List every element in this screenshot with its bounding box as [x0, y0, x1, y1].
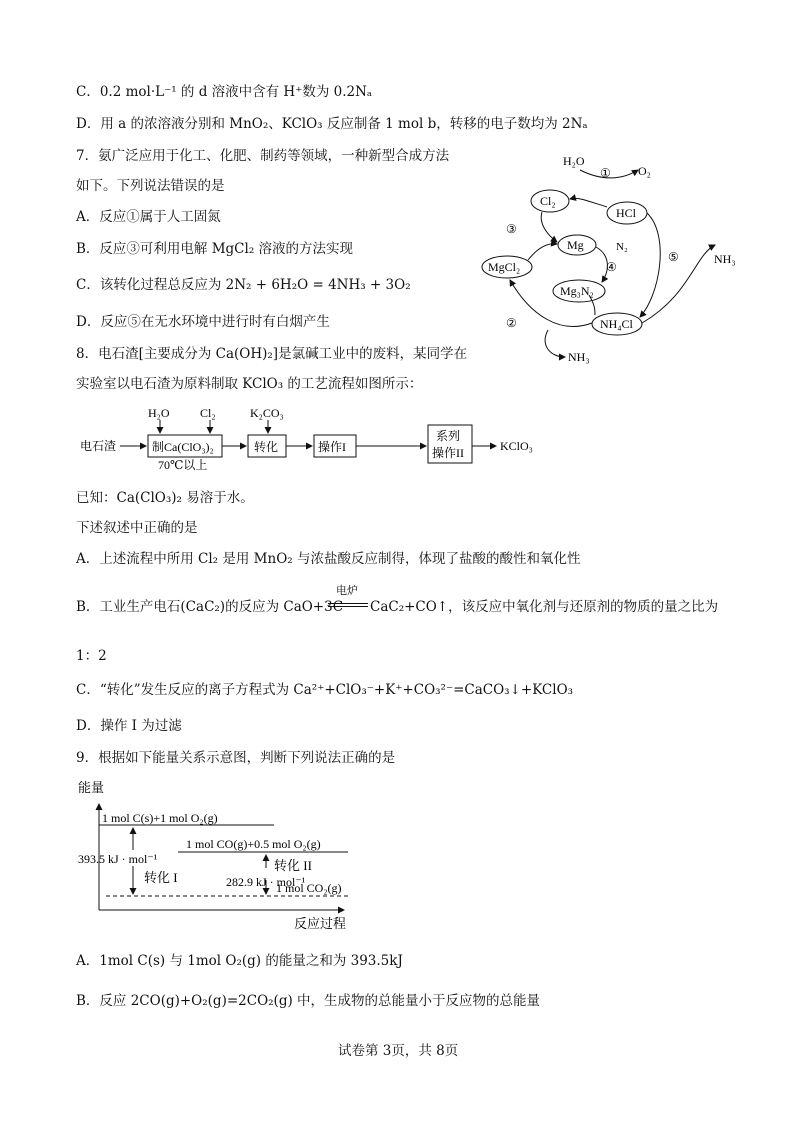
q7-option-d: D．反应⑤在无水环境中进行时有白烟产生: [76, 314, 330, 330]
mg3n2-label: Mg₃N₂: [560, 284, 594, 298]
q7-stem-line1: 7．氨广泛应用于化工、化肥、制药等领域，一种新型合成方法: [76, 148, 450, 164]
page-footer: 试卷第 3页，共 8页: [338, 1043, 459, 1059]
n2-label: N₂: [616, 241, 628, 253]
step3-label: ③: [506, 222, 517, 236]
mg-label: Mg: [567, 238, 584, 252]
level-2-label: 1 mol CO(g)+0.5 mol O₂(g): [186, 837, 321, 851]
q8-option-b-reaction-line-2: [328, 606, 368, 607]
q6-option-d: D．用 a 的浓溶液分别和 MnO₂、KClO₃ 反应制备 1 mol b，转移的电子数均为 2Nₐ: [76, 116, 588, 132]
q8-option-b-pre: B．工业生产电石(CaC₂)的反应为 CaO+3C: [76, 599, 344, 615]
q8-option-b-ratio: 1：2: [76, 648, 107, 664]
flow-input-h2o: H₂O: [148, 406, 170, 420]
step4-label: ④: [606, 260, 617, 274]
flow-condition: 70℃以上: [158, 458, 208, 472]
energy-1-label: 393.5 kJ · mol⁻¹: [78, 852, 158, 866]
q8-option-d: D．操作 I 为过滤: [76, 718, 182, 734]
flow-box-3-label: 操作I: [318, 440, 346, 454]
x-axis-label: 反应过程: [294, 916, 347, 931]
level-3-label: 1 mol CO₂(g): [276, 881, 342, 895]
nh3-bottom-label: NH₃: [568, 350, 590, 364]
hcl-label: HCl: [616, 206, 637, 220]
y-axis-label: 能量: [78, 780, 105, 795]
energy-2-label: 282.9 kJ · mol⁻¹: [226, 875, 306, 889]
q8-flow-chart: [76, 405, 576, 475]
conversion-2-label: 转化 II: [274, 858, 312, 873]
flow-box-2-label: 转化: [254, 440, 279, 454]
q8-option-b-condition: 电炉: [336, 584, 358, 597]
q9-stem: 9．根据如下能量关系示意图，判断下列说法正确的是: [76, 750, 396, 766]
q7-option-b: B．反应③可利用电解 MgCl₂ 溶液的方法实现: [76, 241, 354, 257]
q8-stem-line1: 8．电石渣[主要成分为 Ca(OH)₂]是氯碱工业中的废料，某同学在: [76, 346, 468, 362]
h2o-label: H₂O: [563, 154, 585, 168]
q7-cycle-diagram: [470, 145, 780, 375]
q9-option-b: B．反应 2CO(g)+O₂(g)=2CO₂(g) 中，生成物的总能量小于反应物的总能量: [76, 993, 541, 1009]
flow-start: 电石渣: [80, 439, 117, 453]
q8-known: 已知：Ca(ClO₃)₂ 易溶于水。: [76, 490, 254, 506]
q7-option-a: A．反应①属于人工固氮: [76, 209, 221, 225]
flow-input-cl2: Cl₂: [200, 406, 216, 420]
mgcl2-label: MgCl₂: [488, 260, 521, 274]
step2-label: ②: [506, 316, 517, 330]
conversion-1-label: 转化 I: [144, 870, 178, 885]
q8-option-b-post: CaC₂+CO↑，该反应中氧化剂与还原剂的物质的量之比为: [370, 599, 719, 615]
step1-label: ①: [600, 166, 611, 180]
level-1-label: 1 mol C(s)+1 mol O₂(g): [102, 811, 218, 825]
nh3-right-label: NH₃: [714, 252, 736, 266]
q8-option-a: A．上述流程中所用 Cl₂ 是用 MnO₂ 与浓盐酸反应制得，体现了盐酸的酸性和氧化性: [76, 551, 581, 567]
flow-box-4-line2: 操作II: [432, 446, 464, 460]
q8-ask: 下述叙述中正确的是: [76, 520, 198, 536]
o2-label: O₂: [638, 164, 651, 178]
q7-stem-line2: 如下。下列说法错误的是: [76, 178, 225, 194]
q6-option-c: C．0.2 mol·L⁻¹ 的 d 溶液中含有 H⁺数为 0.2Nₐ: [76, 84, 373, 100]
q9-energy-diagram: [76, 776, 376, 936]
cl2-label: Cl₂: [540, 194, 556, 208]
flow-input-k2co3: K₂CO₃: [250, 406, 284, 420]
q8-option-b-reaction-line: [328, 603, 368, 604]
step5-label: ⑤: [668, 250, 679, 264]
q8-option-c: C．“转化”发生反应的离子方程式为 Ca²⁺+ClO₃⁻+K⁺+CO₃²⁻=CaCO₃↓+KClO₃: [76, 682, 574, 698]
flow-box-1-label: 制Ca(ClO₃)₂: [152, 440, 214, 454]
q7-option-c: C．该转化过程总反应为 2N₂ + 6H₂O = 4NH₃ + 3O₂: [76, 277, 411, 293]
flow-end: KClO₃: [500, 439, 533, 453]
flow-box-4-line1: 系列: [436, 429, 461, 443]
q8-stem-line2: 实验室以电石渣为原料制取 KClO₃ 的工艺流程如图所示：: [76, 376, 423, 392]
q9-option-a: A．1mol C(s) 与 1mol O₂(g) 的能量之和为 393.5kJ: [76, 953, 403, 969]
nh4cl-label: NH₄Cl: [600, 317, 633, 331]
